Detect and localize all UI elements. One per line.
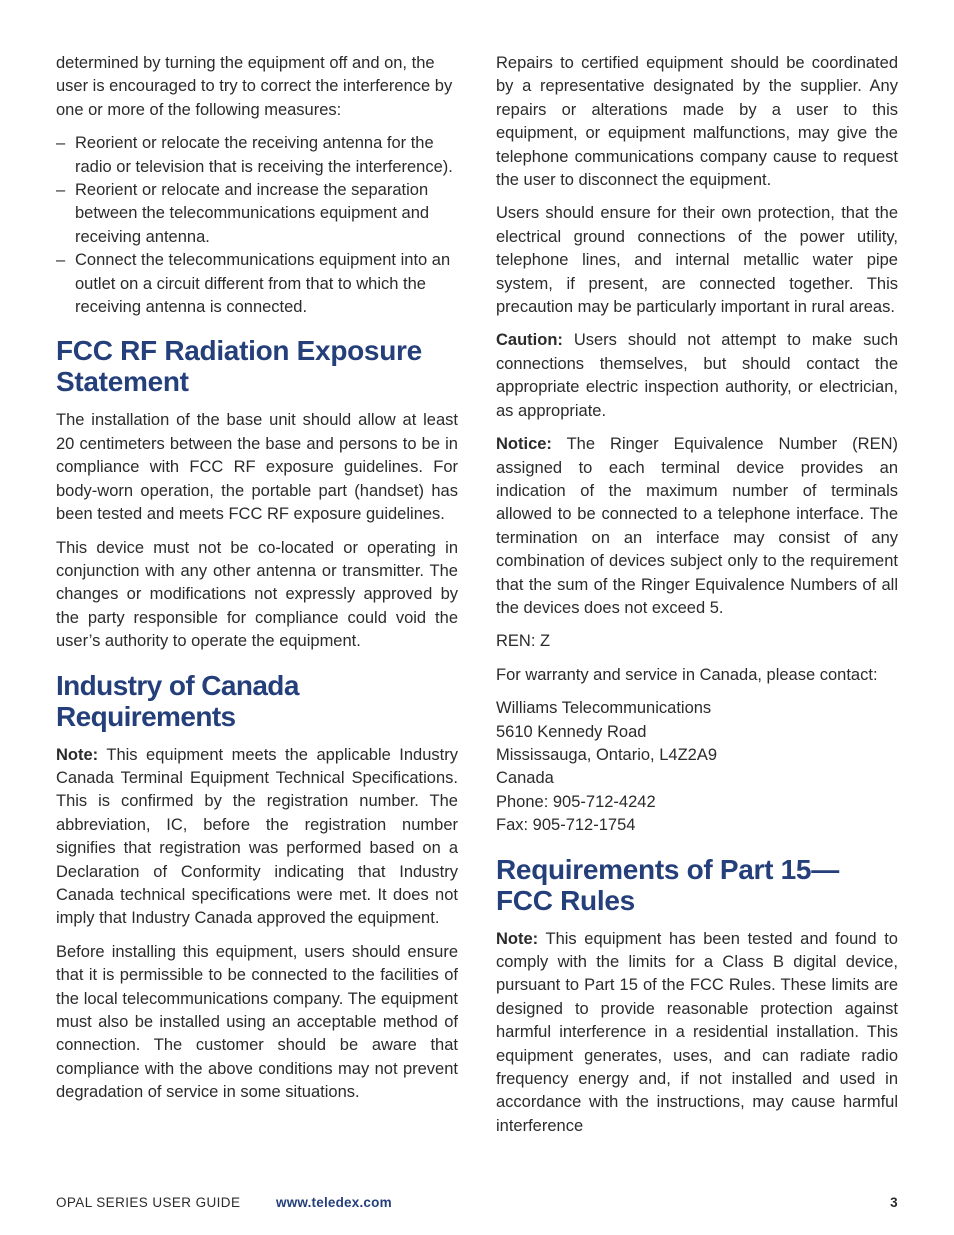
fcc-rf-heading: FCC RF Radiation Exposure Statement (56, 335, 422, 398)
fax-line: Fax: 905-712-1754 (496, 816, 636, 835)
part15-heading-line2: FCC Rules (496, 884, 635, 916)
phone-line: Phone: 905-712-4242 (496, 792, 656, 811)
address-line: 5610 Kennedy Road (496, 722, 647, 741)
measures-list (56, 132, 458, 319)
right-column (496, 52, 898, 1148)
notice-label: Notice: (496, 435, 552, 454)
note-label: Note: (496, 929, 539, 948)
address-line: Canada (496, 769, 554, 788)
fcc-rf-paragraph: This device must not be co-located or operating in conjunction with any other antenna or transmitter. The changes or modifications not expressly approved by the party responsible for compliance could void the user’s authority to operate the equipment. (56, 538, 458, 651)
caution-text: Users should not attempt to make such connections themselves, but should contact the appropriate electric inspection authority, or electrician, as appropriate. (496, 331, 898, 420)
caution-paragraph (496, 329, 898, 423)
caution-label: Caution: (496, 331, 563, 350)
ren-line: REN: Z (496, 632, 551, 651)
note-text: This equipment has been tested and found to comply with the limits for a Class B digital device, pursuant to Part 15 of the FCC Rules. These limits are designed to provide reasonable protection against harmful interference in a residential installation. This equipment generates, uses, and can radiate radio frequency energy and, if not installed and used in accordance with the instructions, may cause harmful interference (496, 929, 898, 1135)
ground-paragraph: Users should ensure for their own protection, that the electrical ground connections of the power utility, telephone lines, and internal metallic water pipe system, if present, are connected together. This precaution may be particularly important in rural areas. (496, 204, 898, 317)
part15-heading-line1: Requirements of Part 15— (496, 853, 839, 885)
fcc-rf-paragraph: The installation of the base unit should allow at least 20 centimeters between the base and persons to be in compliance with FCC RF exposure guidelines. For body-worn operation, the portable part (handset) has been tested and meets FCC RF exposure guidelines. (56, 411, 458, 524)
part15-heading (496, 854, 898, 916)
warranty-paragraph: For warranty and service in Canada, please contact: (496, 665, 878, 684)
measure-item: – Reorient or relocate the receiving antenna for the radio or television that is receiving the interference). (56, 132, 458, 179)
intro-paragraph: determined by turning the equipment off and on, the user is encouraged to try to correct the interference by one or more of the following measures: (56, 54, 453, 119)
note-label: Note: (56, 745, 99, 764)
address-line: Williams Telecommunications (496, 699, 712, 718)
part15-note-paragraph (496, 928, 898, 1139)
canada-heading: Industry of Canada Requirements (56, 669, 299, 732)
page-number: 3 (890, 1195, 898, 1210)
address-line: Mississauga, Ontario, L4Z2A9 (496, 745, 718, 764)
website-link[interactable]: www.teledex.com (276, 1195, 392, 1210)
canada-note-paragraph (56, 744, 458, 931)
canada-paragraph: Before installing this equipment, users should ensure that it is permissible to be connected to the facilities of the local telecommunications company. The equipment must also be installed using an acceptable method of connection. The customer should be aware that compliance with the above conditions may not prevent degradation of service in some situations. (56, 942, 458, 1102)
note-text: This equipment meets the applicable Industry Canada Terminal Equipment Technical Specifications. This is confirmed by the registration number. The abbreviation, IC, before the registration number signifies that registration was performed based on a Declaration of Conformity indicating that Industry Canada technical specifications were met. It does not imply that Industry Canada approved the equipment. (56, 745, 458, 928)
address-block (496, 697, 898, 837)
notice-paragraph (496, 433, 898, 620)
notice-text: The Ringer Equivalence Number (REN) assigned to each terminal device provides an indication of the maximum number of terminals allowed to be connected to a telephone interface. The termination on an interface may consist of any combination of devices subject only to the requirement that the sum of the Ringer Equivalence Numbers of all the devices does not exceed 5. (496, 435, 898, 617)
left-column (56, 52, 458, 1115)
measure-item: – Reorient or relocate and increase the separation between the telecommunications equipment and receiving antenna. (56, 179, 458, 249)
guide-title: OPAL SERIES USER GUIDE (56, 1195, 241, 1210)
repairs-paragraph: Repairs to certified equipment should be coordinated by a representative designated by the supplier. Any repairs or alterations made by a user to this equipment, or equipment malfunctions, may give the telephone communications company cause to request the user to disconnect the equipment. (496, 54, 898, 190)
measure-item: – Connect the telecommunications equipment into an outlet on a circuit different from that to which the receiving antenna is connected. (56, 249, 458, 319)
